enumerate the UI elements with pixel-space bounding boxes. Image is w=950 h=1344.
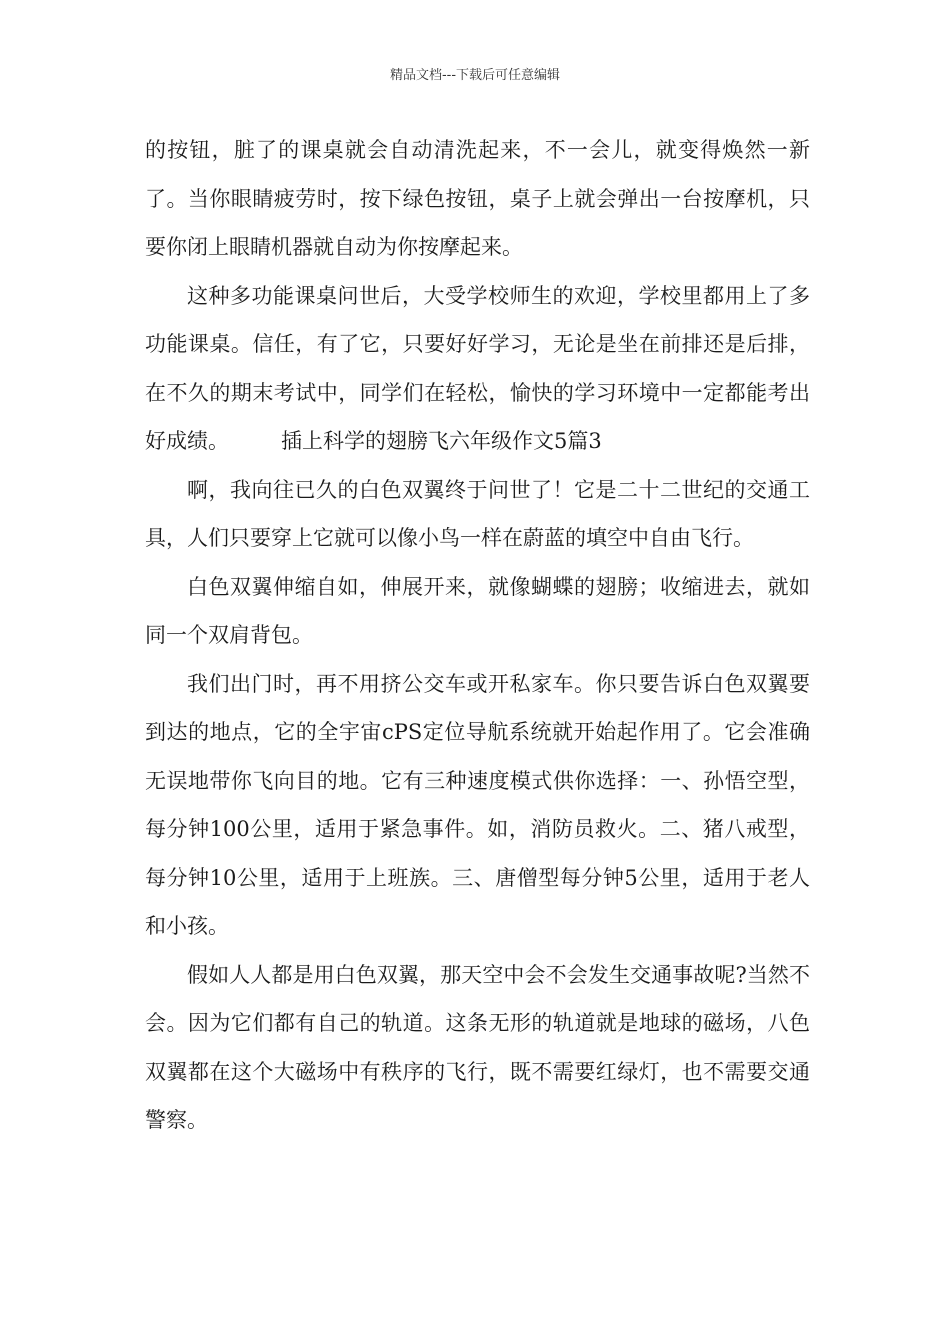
paragraph-5: 我们出门时，再不用挤公交车或开私家车。你只要告诉白色双翼要到达的地点，它的全宇宙cPS定位导航系统就开始起作用了。它会准确无误地带你飞向目的地。它有三种速度模式供你选择：一、孙悟空型，每分钟100公里，适用于紧急事件。如，消防员救火。二、猪八戒型，每分钟10公里，适用于上班族。三、唐僧型每分钟5公里，适用于老人和小孩。 (145, 671, 810, 938)
paragraph-2 (145, 272, 810, 466)
paragraph-6: 假如人人都是用白色双翼，那天空中会不会发生交通事故呢?当然不会。因为它们都有自己的轨道。这条无形的轨道就是地球的磁场，八色双翼都在这个大磁场中有秩序的飞行，既不需要红绿灯，也不需要交通警察。 (145, 962, 810, 1132)
paragraph-1: 的按钮，脏了的课桌就会自动清洗起来，不一会儿，就变得焕然一新了。当你眼睛疲劳时，按下绿色按钮，桌子上就会弹出一台按摩机，只要你闭上眼睛机器就自动为你按摩起来。 (145, 138, 810, 259)
paragraph-4: 白色双翼伸缩自如，伸展开来，就像蝴蝶的翅膀；收缩进去，就如同一个双肩背包。 (145, 574, 810, 647)
section-title: 插上科学的翅膀飞六年级作文5篇3 (281, 429, 602, 453)
document-body (145, 126, 810, 1145)
paragraph-3: 啊，我向往已久的白色双翼终于问世了！它是二十二世纪的交通工具，人们只要穿上它就可以像小鸟一样在蔚蓝的填空中自由飞行。 (145, 477, 810, 550)
page-header: 精品文档---下载后可任意编辑 (389, 68, 561, 83)
paragraph-2-text: 这种多功能课桌问世后，大受学校师生的欢迎，学校里都用上了多功能课桌。信任，有了它，只要好好学习，无论是坐在前排还是后排，在不久的期末考试中，同学们在轻松，愉快的学习环境中一定都能考出好成绩。 (145, 283, 810, 453)
